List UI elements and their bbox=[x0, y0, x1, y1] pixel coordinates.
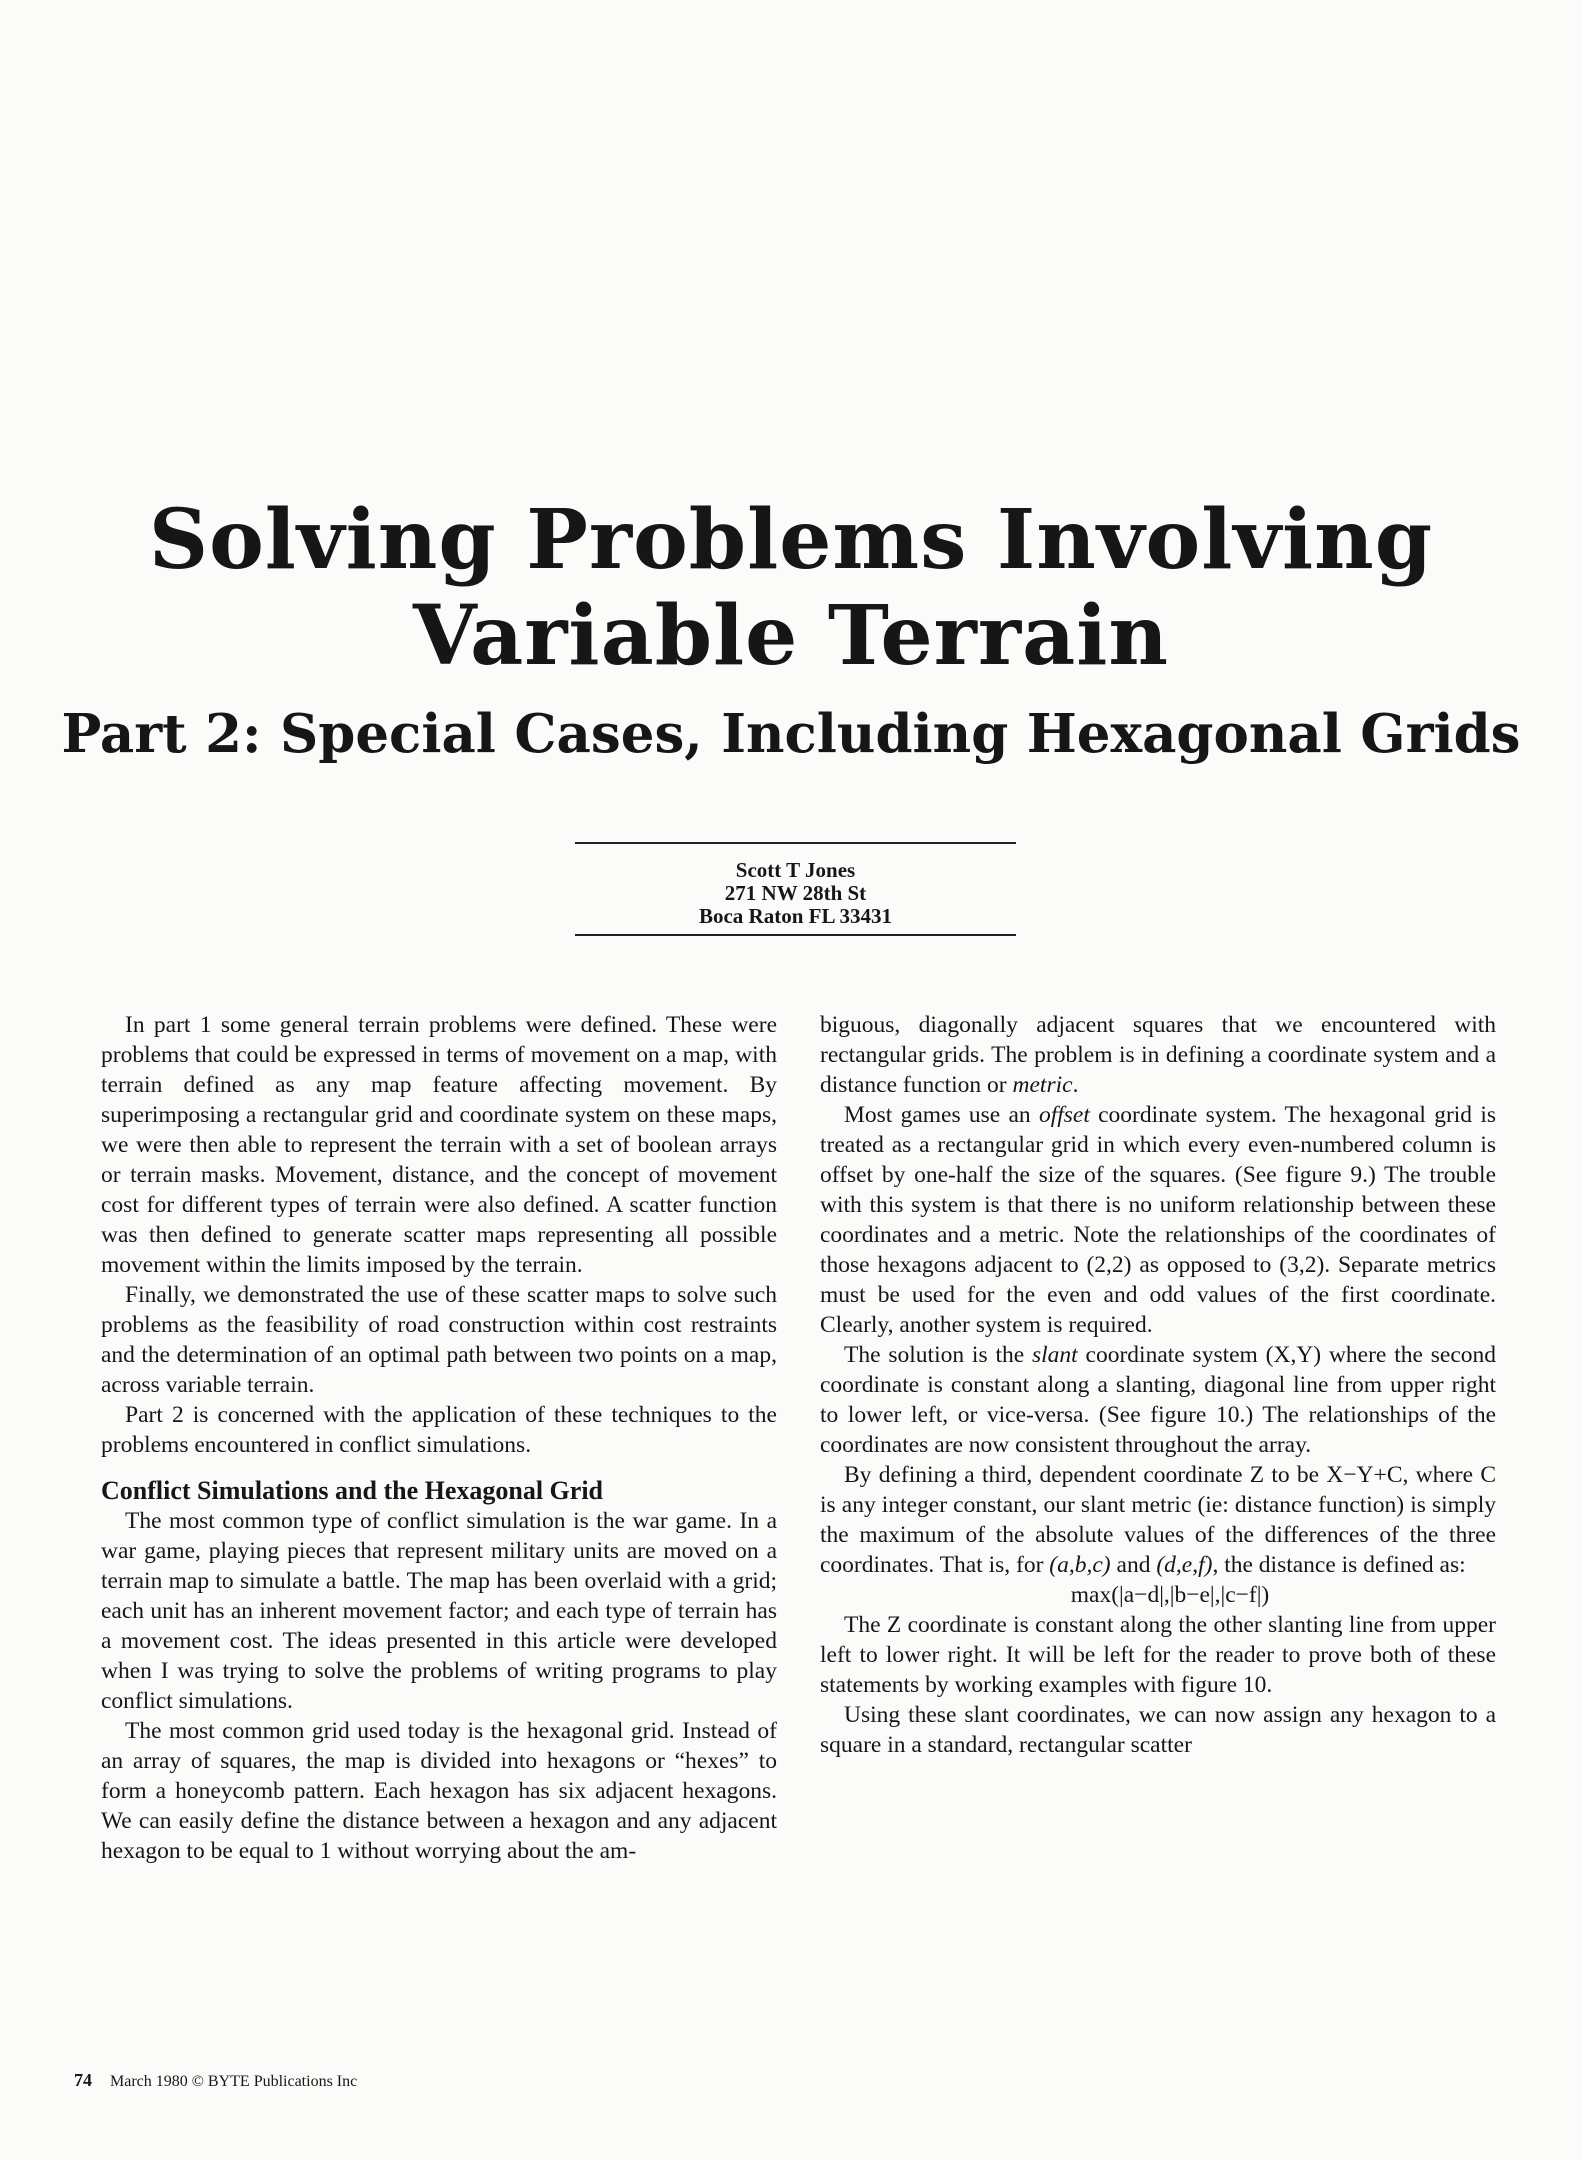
page-number: 74 bbox=[74, 2070, 92, 2090]
paragraph: In part 1 some general terrain problems were defined. These were problems that could be expressed in terms of movement on a map, with terrain defined as any map feature affecting movement. By superimposing a rectangular grid and coordinate system on these maps, we were then able to represent the terrain with a set of boolean arrays or terrain masks. Movement, distance, and the concept of movement cost for different types of terrain were also defined. A scatter function was then defined to generate scatter maps representing all possible movement within the limits imposed by the terrain. bbox=[101, 1012, 777, 1278]
article-subtitle: Part 2: Special Cases, Including Hexagonal Grids bbox=[61, 703, 1521, 765]
paragraph: Finally, we demonstrated the use of these scatter maps to solve such problems as the feasibility of road construction within cost restraints and the determination of an optimal path between two points on a map, across variable terrain. bbox=[101, 1282, 777, 1398]
paragraph: The most common type of conflict simulation is the war game. In a war game, playing pieces that represent military units are moved on a terrain map to simulate a battle. The map has been overlaid with a grid; each unit has an inherent movement factor; and each type of terrain has a movement cost. The ideas presented in this article were developed when I was trying to solve the problems of writing programs to play conflict simulations. bbox=[101, 1508, 777, 1714]
paragraph: The most common grid used today is the hexagonal grid. Instead of an array of squares, the map is divided into hexagons or “hexes” to form a honeycomb pattern. Each hexagon has six adjacent hexagons. We can easily define the distance between a hexagon and any adjacent hexagon to be equal to 1 without worrying about the am- bbox=[101, 1718, 777, 1864]
section-heading: Conflict Simulations and the Hexagonal Grid bbox=[101, 1476, 603, 1505]
paragraph: biguous, diagonally adjacent squares that we encountered with rectangular grids. The problem is in defining a coordinate system and a distance function or metric. bbox=[820, 1012, 1496, 1098]
title-block bbox=[0, 492, 1582, 766]
page-footer bbox=[74, 2070, 357, 2092]
article-title bbox=[0, 492, 1582, 684]
author-address-street: 271 NW 28th St bbox=[724, 881, 867, 905]
right-column bbox=[820, 1010, 1496, 1760]
article-title-line1: Solving Problems Involving bbox=[148, 492, 1434, 588]
author-address-city: Boca Raton FL 33431 bbox=[698, 904, 893, 928]
paragraph: Using these slant coordinates, we can now assign any hexagon to a square in a standard, rectangular scatter bbox=[820, 1702, 1496, 1758]
article-title-line2: Variable Terrain bbox=[412, 588, 1169, 684]
paragraph: Most games use an offset coordinate system. The hexagonal grid is treated as a rectangular grid in which every even-numbered column is offset by one-half the size of the squares. (See figure 9.) The trouble with this system is that there is no uniform relationship between these coordinates and a metric. Note the relationships of the coordinates of those hexagons adjacent to (2,2) as opposed to (3,2). Separate metrics must be used for the even and odd values of the first coordinate. Clearly, another system is required. bbox=[820, 1102, 1496, 1338]
paragraph: The Z coordinate is constant along the other slanting line from upper left to lower right. It will be left for the reader to prove both of these statements by working examples with figure 10. bbox=[820, 1612, 1496, 1698]
paragraph: By defining a third, dependent coordinate Z to be X−Y+C, where C is any integer constant, our slant metric (ie: distance function) is simply the maximum of the absolute values of the differences of the three coordinates. That is, for (a,b,c) and (d,e,f), the distance is defined as: bbox=[820, 1462, 1496, 1578]
author-byline bbox=[575, 842, 1016, 936]
publication-credit: March 1980 © BYTE Publications Inc bbox=[110, 2073, 358, 2090]
paragraph: The solution is the slant coordinate system (X,Y) where the second coordinate is constant along a slanting, diagonal line from upper right to lower left, or vice-versa. (See figure 10.) The relationships of the coordinates are now consistent throughout the array. bbox=[820, 1342, 1496, 1458]
author-name: Scott T Jones bbox=[735, 858, 856, 882]
left-column bbox=[101, 1010, 777, 1866]
paragraph: Part 2 is concerned with the application of these techniques to the problems encountered in conflict simulations. bbox=[101, 1402, 777, 1458]
distance-formula: max(|a−d|,|b−e|,|c−f|) bbox=[1070, 1582, 1270, 1608]
